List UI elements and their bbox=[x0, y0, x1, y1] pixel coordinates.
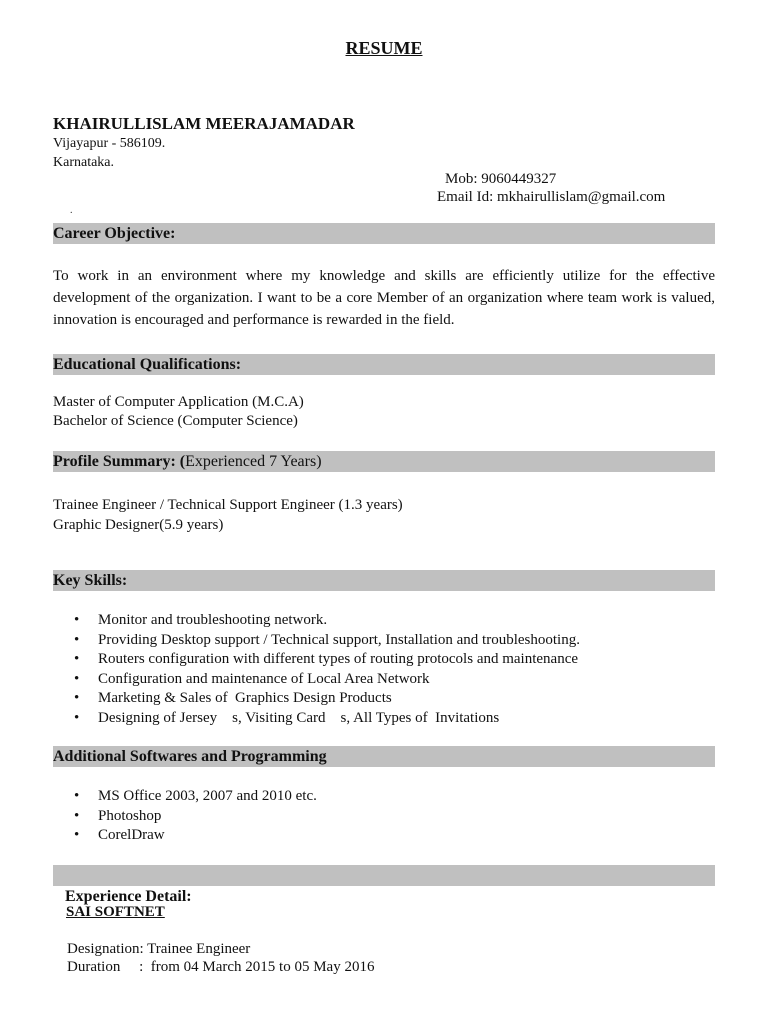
skill-text: Providing Desktop support / Technical support, Installation and troubleshooting. bbox=[98, 631, 580, 648]
software-heading-bar bbox=[53, 746, 715, 767]
skill-text: Marketing & Sales of Graphics Design Products bbox=[98, 690, 392, 706]
candidate-name: KHAIRULLISLAM MEERAJAMADAR bbox=[53, 114, 355, 133]
key-skills-list bbox=[53, 611, 580, 728]
designation: Designation: Trainee Engineer bbox=[67, 941, 251, 957]
bullet-icon: • bbox=[74, 612, 80, 628]
bullet-icon: • bbox=[74, 788, 80, 804]
software-text: MS Office 2003, 2007 and 2010 etc. bbox=[98, 788, 317, 804]
bullet-icon: • bbox=[74, 709, 80, 726]
email-address: Email Id: mkhairullislam@gmail.com bbox=[437, 189, 666, 205]
experience-heading-bar bbox=[53, 865, 715, 905]
experience-heading: Experience Detail: bbox=[61, 888, 192, 905]
list-item bbox=[53, 689, 580, 709]
skill-text: Designing of Jersey s, Visiting Card s, All Types of Invitations bbox=[98, 709, 500, 726]
duration: Duration : from 04 March 2015 to 05 May 2016 bbox=[67, 959, 375, 975]
key-skills-heading-bar bbox=[53, 570, 715, 591]
profile-summary-heading-bar bbox=[53, 451, 715, 472]
career-objective-heading-bar bbox=[53, 223, 715, 244]
software-text: Photoshop bbox=[98, 807, 162, 824]
list-item bbox=[53, 650, 580, 670]
career-objective-heading: Career Objective: bbox=[53, 225, 176, 242]
skill-text: Routers configuration with different types of routing protocols and maintenance bbox=[98, 651, 579, 667]
resume-title: RESUME bbox=[345, 38, 423, 58]
list-item bbox=[53, 611, 580, 631]
list-item bbox=[53, 826, 317, 846]
career-objective-text: To work in an environment where my knowledge and skills are efficiently utilize for the effective development of the organization. I want to be a core Member of an organization where team work is valued, innovation is encouraged and performance is rewarded in the field. bbox=[53, 268, 715, 328]
list-item bbox=[53, 670, 580, 690]
profile-summary-experience: Experienced 7 Years) bbox=[185, 453, 322, 470]
bullet-icon: • bbox=[74, 807, 80, 824]
software-list bbox=[53, 787, 317, 846]
address-line-state: Karnataka. bbox=[53, 155, 115, 170]
education-item: Bachelor of Science (Computer Science) bbox=[53, 413, 298, 429]
software-heading: Additional Softwares and Programming bbox=[53, 748, 327, 765]
list-item bbox=[53, 631, 580, 651]
software-text: CorelDraw bbox=[98, 827, 165, 843]
list-item bbox=[53, 709, 580, 729]
skill-text: Monitor and troubleshooting network. bbox=[98, 612, 328, 628]
stray-mark: . bbox=[70, 205, 73, 216]
profile-item: Trainee Engineer / Technical Support Engineer (1.3 years) bbox=[53, 497, 403, 513]
key-skills-heading: Key Skills: bbox=[53, 572, 128, 589]
bullet-icon: • bbox=[74, 690, 80, 706]
list-item bbox=[53, 807, 317, 827]
education-heading: Educational Qualifications: bbox=[53, 356, 242, 373]
bullet-icon: • bbox=[74, 651, 80, 667]
education-heading-bar bbox=[53, 354, 715, 375]
address-line-city: Vijayapur - 586109. bbox=[53, 136, 166, 151]
company-name: SAI SOFTNET bbox=[66, 904, 165, 920]
list-item bbox=[53, 787, 317, 807]
skill-text: Configuration and maintenance of Local Area Network bbox=[98, 670, 430, 687]
bullet-icon: • bbox=[74, 670, 80, 687]
profile-item: Graphic Designer(5.9 years) bbox=[53, 517, 224, 533]
bullet-icon: • bbox=[74, 827, 80, 843]
bullet-icon: • bbox=[74, 631, 80, 648]
mobile-number: Mob: 9060449327 bbox=[445, 171, 557, 187]
education-item: Master of Computer Application (M.C.A) bbox=[53, 394, 304, 410]
profile-summary-heading: Profile Summary: ( bbox=[53, 453, 186, 470]
